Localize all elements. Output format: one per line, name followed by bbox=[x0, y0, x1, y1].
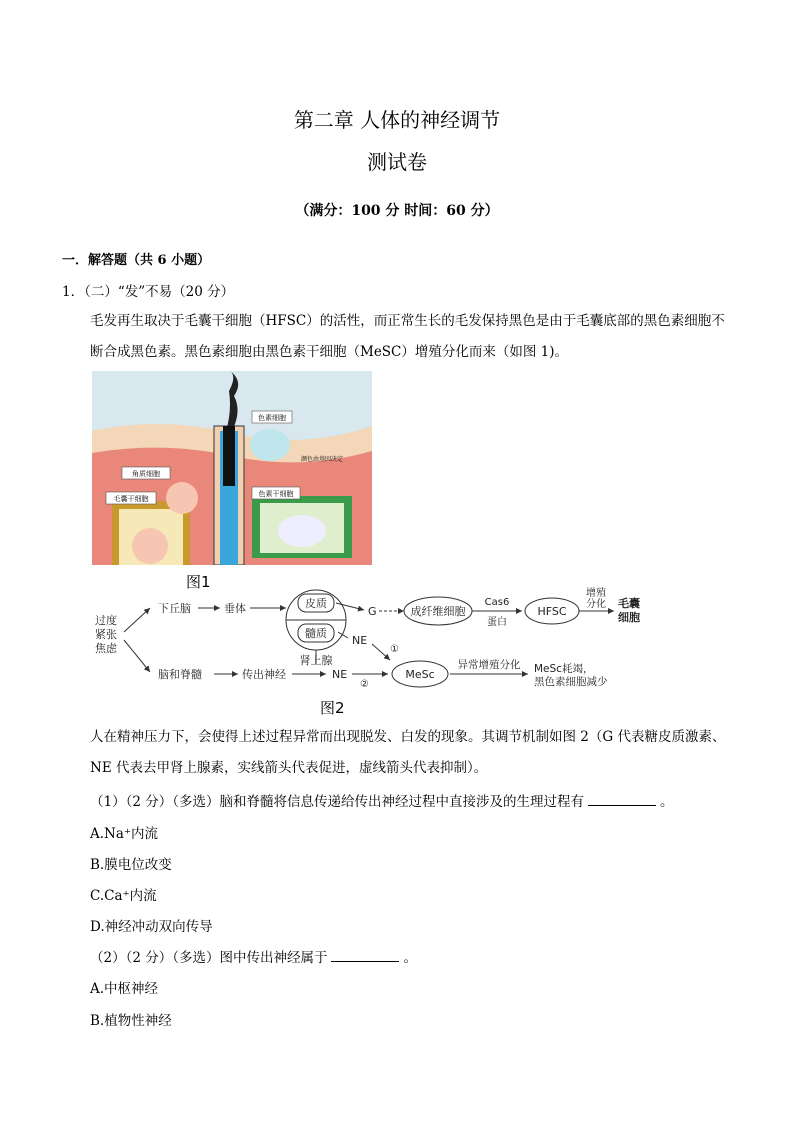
fig2-stress-2: 紧张 bbox=[95, 628, 117, 641]
option-2a: A.中枢神经 bbox=[90, 981, 159, 997]
fig2-abnormal: 异常增殖分化 bbox=[457, 659, 521, 671]
fig2-brain-spinal: 脑和脊髓 bbox=[158, 668, 202, 681]
page-title: 第二章 人体的神经调节 bbox=[293, 108, 501, 132]
fig2-cas6-1: Cas6 bbox=[484, 597, 510, 608]
fig2-stress-3: 焦虑 bbox=[95, 642, 117, 655]
figure-1-illustration bbox=[92, 371, 372, 565]
fig2-stress-1: 过度 bbox=[95, 614, 117, 627]
subquestion-2-stem: （2）（2 分）（多选）图中传出神经属于 。 bbox=[90, 946, 417, 966]
fig2-cas6-2: 蛋白 bbox=[487, 617, 507, 628]
fig1-label-follicle-stem: 毛囊干细胞 bbox=[113, 495, 149, 503]
option-2b: B.植物性神经 bbox=[90, 1013, 172, 1029]
fig2-cortex: 皮质 bbox=[305, 597, 327, 610]
answer-blank-2[interactable] bbox=[331, 947, 399, 962]
fig2-prolif-1: 增殖 bbox=[586, 588, 606, 599]
fig2-result-1: MeSc耗竭， bbox=[534, 663, 594, 675]
fig2-hypothalamus: 下丘脑 bbox=[158, 602, 191, 615]
fig2-adrenal: 肾上腺 bbox=[299, 654, 333, 667]
fig2-efferent: 传出神经 bbox=[242, 668, 286, 681]
fig1-label-pigment-cell: 色素细胞 bbox=[258, 414, 286, 422]
option-1c: C.Ca⁺内流 bbox=[90, 888, 157, 904]
fig2-ne1: NE bbox=[352, 634, 368, 647]
score-info: （满分：100 分 时间：60 分） bbox=[295, 203, 499, 219]
fig2-follicle-1: 毛囊 bbox=[618, 597, 640, 610]
fig2-hfsc: HFSC bbox=[537, 605, 567, 618]
fig1-label-color-gene: 颜色由基因决定 bbox=[300, 456, 344, 463]
option-1b: B.膜电位改变 bbox=[90, 857, 172, 873]
figure-1-caption: 图1 bbox=[186, 573, 211, 591]
option-1d: D.神经冲动双向传导 bbox=[90, 919, 213, 935]
section-title: 一．解答题（共 6 小题） bbox=[62, 253, 211, 268]
fig2-pituitary: 垂体 bbox=[224, 602, 246, 615]
fig2-g: G bbox=[368, 605, 377, 618]
page-subtitle: 测试卷 bbox=[367, 150, 427, 174]
question-heading: 1．（二）“发”不易（20 分） bbox=[62, 284, 235, 300]
fig2-result-2: 黑色素细胞减少 bbox=[534, 676, 608, 688]
fig2-prolif-2: 分化 bbox=[586, 599, 606, 610]
fig1-label-keratinocyte: 角质细胞 bbox=[132, 470, 160, 478]
figure-2-diagram bbox=[92, 580, 652, 700]
fig2-mesc: MeSc bbox=[405, 668, 435, 681]
fig2-fibroblast: 成纤维细胞 bbox=[410, 605, 466, 618]
answer-blank-1[interactable] bbox=[588, 791, 656, 806]
fig2-mark-2: ② bbox=[360, 679, 369, 690]
question-intro: 毛发再生取决于毛囊干细胞（HFSC）的活性，而正常生长的毛发保持黑色是由于毛囊底部的黑色素细胞不断合成黑色素。黑色素细胞由黑色素干细胞（MeSC）增殖分化而来（如图 1)。 bbox=[90, 313, 725, 360]
figure-2-caption: 图2 bbox=[320, 699, 345, 717]
fig2-medulla: 髓质 bbox=[305, 627, 327, 640]
fig2-follicle-2: 细胞 bbox=[618, 611, 640, 624]
question-description: 人在精神压力下，会使得上述过程异常而出现脱发、白发的现象。其调节机制如图 2（G 代表糖皮质激素、NE 代表去甲肾上腺素，实线箭头代表促进，虚线箭头代表抑制）。 bbox=[90, 729, 726, 776]
subquestion-1-stem: （1）（2 分）（多选）脑和脊髓将信息传递给传出神经过程中直接涉及的生理过程有 。 bbox=[90, 790, 673, 810]
fig2-ne2: NE bbox=[332, 668, 348, 681]
option-1a: A.Na⁺内流 bbox=[90, 826, 159, 842]
fig1-label-pigment-stem: 色素干细胞 bbox=[258, 490, 294, 498]
fig2-mark-1: ① bbox=[390, 644, 399, 655]
